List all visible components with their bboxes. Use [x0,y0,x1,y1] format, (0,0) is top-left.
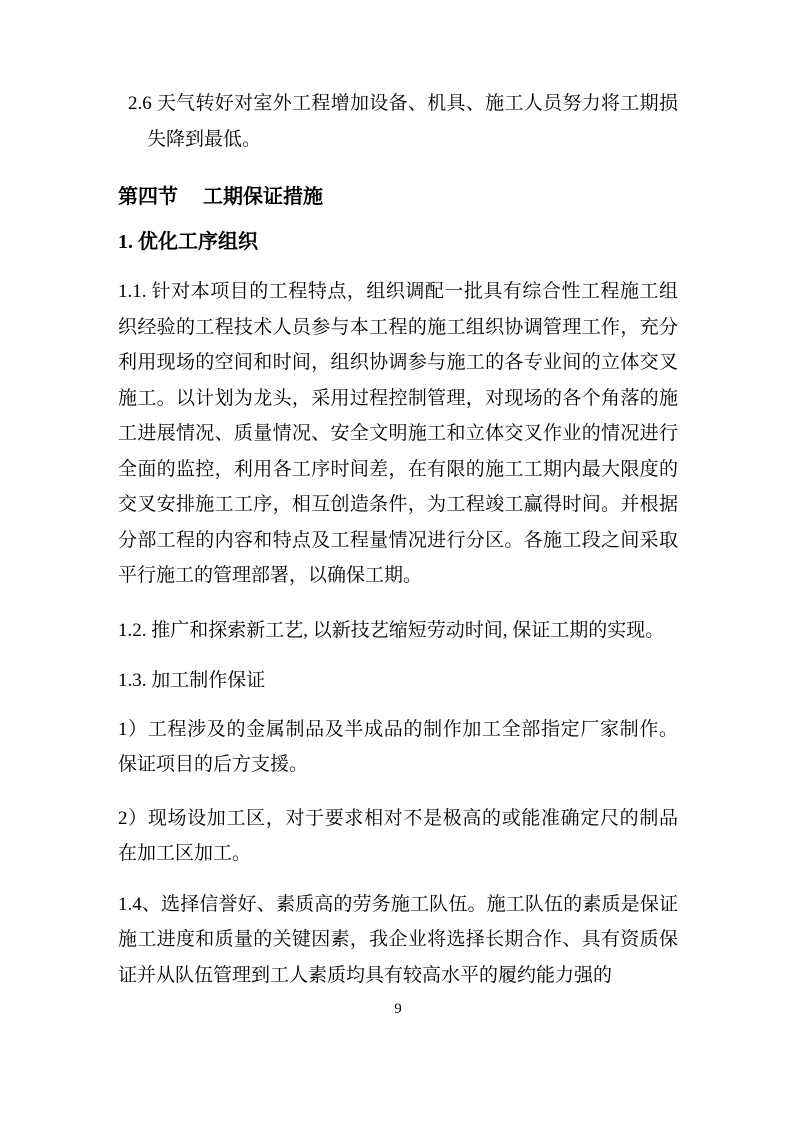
paragraph-1-2: 1.2. 推广和探索新工艺, 以新技艺缩短劳动时间, 保证工期的实现。 [118,619,665,641]
paragraph-item-1: 1）工程涉及的金属制品及半成品的制作加工全部指定厂家制作。保证项目的后方支援。 [118,718,678,775]
section-heading: 第四节 工期保证措施 [118,186,323,208]
subsection-heading: 1. 优化工序组织 [118,231,258,253]
paragraph-1-3: 1.3. 加工制作保证 [118,670,266,691]
paragraph-item-2: 2）现场设加工区，对于要求相对不是极高的或能准确定尺的制品在加工区加工。 [118,807,678,864]
page-number: 9 [394,1001,402,1017]
paragraph-1-4: 1.4、选择信誉好、素质高的劳务施工队伍。施工队伍的素质是保证施工进度和质量的关键因素，我企业将选择长期合作、具有资质保证并从队伍管理到工人素质均具有较高水平的履约能力强的 [118,893,678,986]
paragraph-2-6: 2.6 天气转好对室外工程增加设备、机具、施工人员努力将工期损失降到最低。 [128,93,678,150]
paragraph-1-1: 1.1. 针对本项目的工程特点，组织调配一批具有综合性工程施工组织经验的工程技术人员参与本工程的施工组织协调管理工作，充分利用现场的空间和时间，组织协调参与施工的各专业间的立体交叉施工。以计划为龙头，采用过程控制管理，对现场的各个角落的施工进展情况、质量情况、安全文明施工和立体交叉作业的情况进行全面的监控，利用各工序时间差，在有限的施工工期内最大限度的交叉安排施工工序，相互创造条件，为工程竣工赢得时间。并根据分部工程的内容和特点及工程量情况进行分区。各施工段之间采取平行施工的管理部署，以确保工期。 [118,281,678,586]
